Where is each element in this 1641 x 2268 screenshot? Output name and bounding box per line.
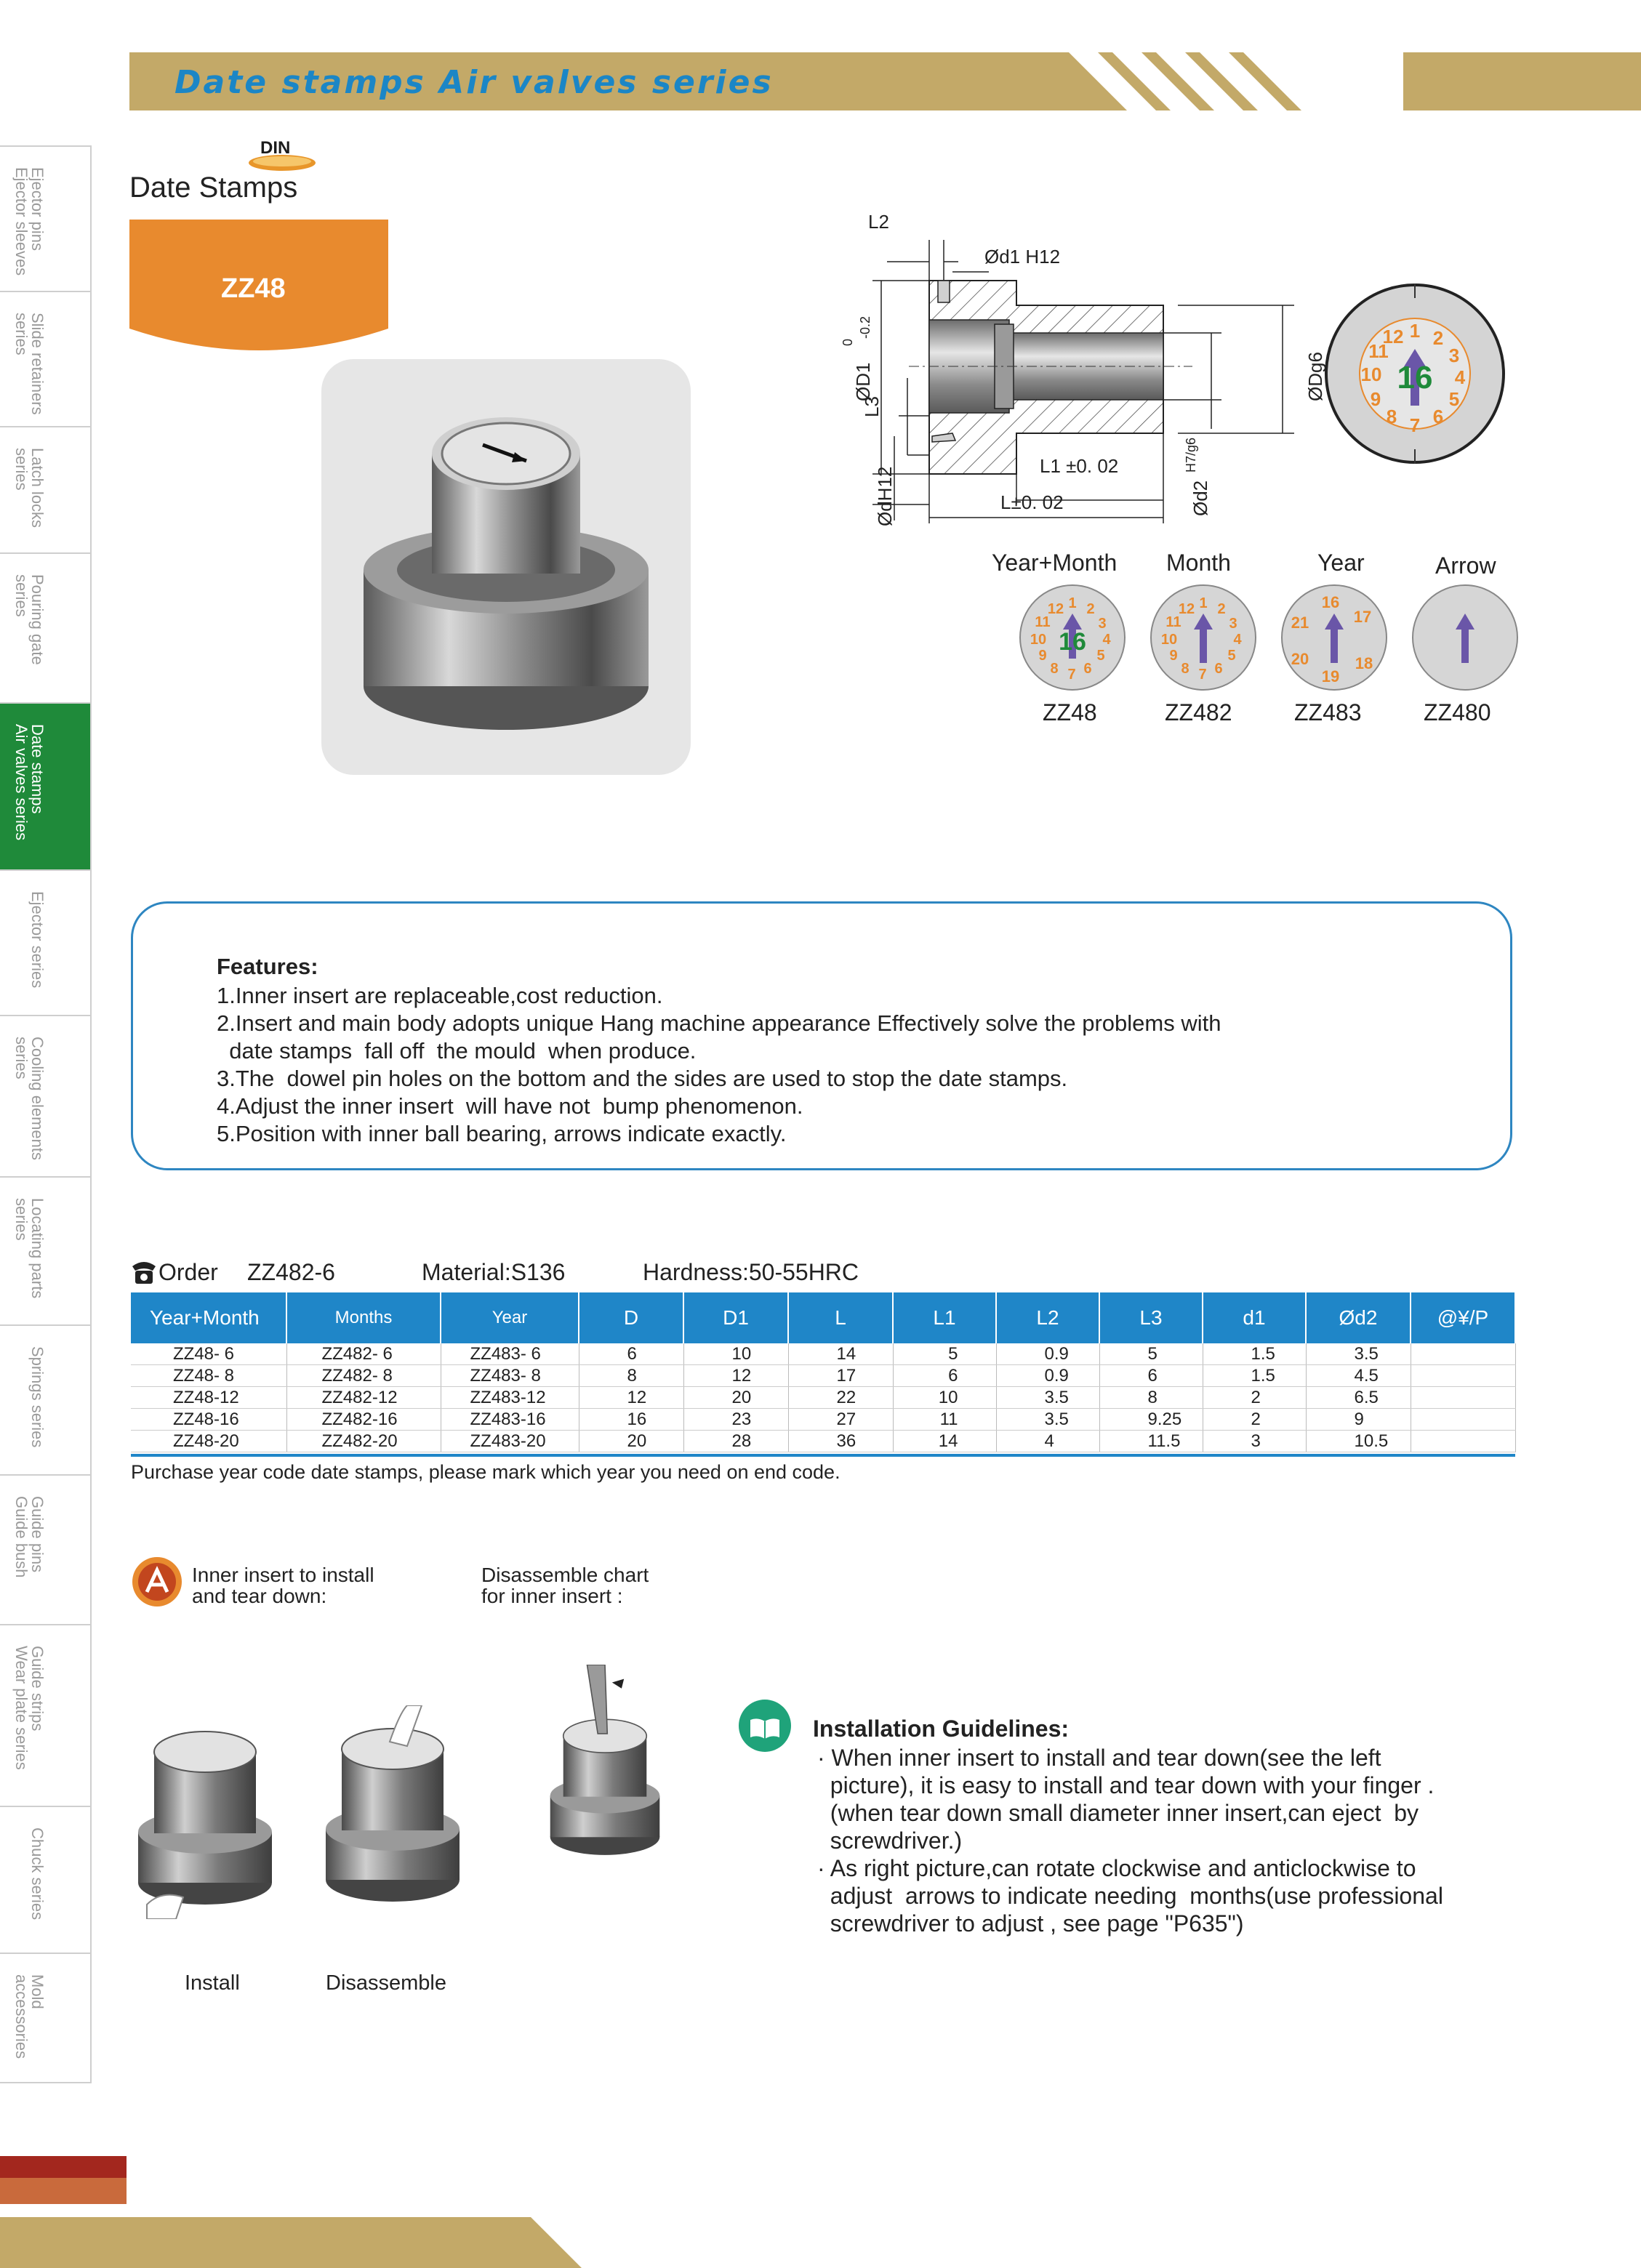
sidebar-item-cooling-elements[interactable] <box>0 1015 92 1176</box>
table-header: D <box>579 1292 683 1343</box>
svg-text:10: 10 <box>1160 632 1178 648</box>
table-cell: ZZ48- 8 <box>131 1365 286 1387</box>
header-title: Date stamps Air valves series <box>174 64 774 101</box>
table-header: Ød2 <box>1306 1292 1411 1343</box>
table-cell: 20 <box>683 1387 788 1409</box>
table-cell: 8 <box>579 1365 683 1387</box>
dim-L1: L1 ±0. 02 <box>1040 455 1119 477</box>
order-hardness: Hardness:50-55HRC <box>643 1259 859 1285</box>
spec-table <box>131 1292 1516 1452</box>
guideline-line: (when tear down small diameter inner insert,can eject by <box>817 1800 1419 1826</box>
table-cell: 1.5 <box>1203 1343 1306 1365</box>
svg-text:7: 7 <box>1409 414 1421 436</box>
table-header: L3 <box>1099 1292 1203 1343</box>
table-cell: ZZ482-16 <box>286 1409 441 1431</box>
variant-label: Year+Month <box>992 550 1118 576</box>
table-cell: ZZ483- 8 <box>441 1365 579 1387</box>
feature-line: date stamps fall off the mould when produce. <box>217 1038 697 1063</box>
variant-code: ZZ48 <box>1043 699 1097 725</box>
footer-red-bar <box>0 2156 127 2178</box>
svg-text:6: 6 <box>1214 661 1223 677</box>
svg-text:9: 9 <box>1169 648 1178 664</box>
table-cell: 0.9 <box>996 1343 1099 1365</box>
svg-text:10: 10 <box>1030 632 1047 648</box>
table-cell: ZZ483-12 <box>441 1387 579 1409</box>
sidebar-item-label: Locating parts series <box>12 1198 47 1299</box>
sidebar-item-ejector-pins[interactable] <box>0 145 92 291</box>
table-header: Year <box>441 1292 579 1343</box>
table-cell: 3.5 <box>996 1409 1099 1431</box>
order-material: Material:S136 <box>422 1259 566 1285</box>
sidebar-item-slide-retainers[interactable] <box>0 291 92 426</box>
table-cell <box>1411 1387 1515 1409</box>
feature-line: 4.Adjust the inner insert will have not bump phenomenon. <box>217 1093 803 1119</box>
sidebar-item-guide-strips[interactable] <box>0 1624 92 1806</box>
svg-text:12: 12 <box>1047 601 1064 617</box>
dial-center-digits: 16 <box>1059 628 1086 656</box>
variant-code: ZZ480 <box>1424 699 1491 725</box>
svg-text:7: 7 <box>1067 667 1076 683</box>
table-row <box>131 1365 1515 1387</box>
feature-line: 1.Inner insert are replaceable,cost reduction. <box>217 983 663 1008</box>
svg-text:1: 1 <box>1068 595 1077 611</box>
sidebar-item-label: Mold accessories <box>12 1974 47 2059</box>
feature-line: 3.The dowel pin holes on the bottom and the sides are used to stop the date stamps. <box>217 1066 1068 1091</box>
svg-text:8: 8 <box>1050 661 1059 677</box>
dim-d2: Ød2 <box>1189 480 1211 516</box>
variant-label: Arrow <box>1435 552 1496 579</box>
svg-text:11: 11 <box>1035 614 1051 630</box>
svg-text:2: 2 <box>1217 601 1226 617</box>
table-cell: 14 <box>788 1343 893 1365</box>
table-cell: 23 <box>683 1409 788 1431</box>
table-header: Months <box>286 1292 441 1343</box>
svg-text:19: 19 <box>1321 667 1340 685</box>
table-cell: ZZ483-20 <box>441 1431 579 1452</box>
features-title: Features: <box>217 954 318 979</box>
table-cell: 12 <box>579 1387 683 1409</box>
table-cell: 10.5 <box>1306 1431 1411 1452</box>
table-cell <box>1411 1365 1515 1387</box>
front-view-digits: 16 <box>1397 360 1433 395</box>
dim-dH12: ØdH12 <box>874 466 896 526</box>
dim-D1: ØD1 <box>852 362 874 401</box>
table-cell: 22 <box>788 1387 893 1409</box>
table-header: Year+Month <box>131 1292 286 1343</box>
footer-gold-bar <box>0 2217 582 2268</box>
install-title: Inner insert to install and tear down: <box>192 1564 374 1607</box>
dim-D1-tol-upper: 0 <box>840 338 855 346</box>
svg-text:21: 21 <box>1291 614 1309 632</box>
table-cell: ZZ48-16 <box>131 1409 286 1431</box>
table-cell: ZZ482-20 <box>286 1431 441 1452</box>
svg-text:18: 18 <box>1355 654 1373 672</box>
order-example: ZZ482-6 <box>247 1259 335 1285</box>
product-photo-frame <box>321 359 691 775</box>
sidebar-item-ejector-series[interactable] <box>0 869 92 1015</box>
svg-text:4: 4 <box>1454 366 1466 388</box>
dim-L3: L3 <box>861 396 883 417</box>
svg-text:20: 20 <box>1291 650 1309 668</box>
table-cell: 3.5 <box>1306 1343 1411 1365</box>
svg-text:12: 12 <box>1178 601 1195 617</box>
sidebar-item-locating-parts[interactable] <box>0 1176 92 1324</box>
sidebar-item-label: Guide pins Guide bush <box>12 1496 47 1578</box>
order-label: Order <box>159 1259 218 1285</box>
purchase-note: Purchase year code date stamps, please mark which year you need on end code. <box>131 1461 840 1483</box>
svg-text:6: 6 <box>1083 661 1092 677</box>
svg-text:1: 1 <box>1199 595 1208 611</box>
table-row <box>131 1387 1515 1409</box>
banner-stripes <box>1069 52 1403 110</box>
table-header-row <box>131 1292 1515 1343</box>
footer-orange-bar <box>0 2178 127 2204</box>
table-cell: 20 <box>579 1431 683 1452</box>
sidebar-item-springs[interactable] <box>0 1324 92 1474</box>
svg-text:4: 4 <box>1233 632 1242 648</box>
table-cell: 1.5 <box>1203 1365 1306 1387</box>
svg-text:9: 9 <box>1370 388 1381 410</box>
svg-text:4: 4 <box>1102 632 1111 648</box>
table-cell: 3.5 <box>996 1387 1099 1409</box>
sidebar-item-label: Springs series <box>28 1346 47 1448</box>
table-cell: 28 <box>683 1431 788 1452</box>
book-icon <box>737 1698 793 1753</box>
svg-text:1: 1 <box>1409 320 1421 342</box>
table-cell: 11 <box>893 1409 996 1431</box>
table-cell: 0.9 <box>996 1365 1099 1387</box>
svg-text:16: 16 <box>1321 593 1340 611</box>
svg-text:10: 10 <box>1360 363 1382 385</box>
sidebar-item-label: Chuck series <box>28 1827 47 1921</box>
disassemble-caption: Disassemble <box>326 1971 446 1995</box>
table-cell: 27 <box>788 1409 893 1431</box>
table-cell: 9 <box>1306 1409 1411 1431</box>
table-cell: ZZ482- 8 <box>286 1365 441 1387</box>
phone-icon <box>129 1259 159 1285</box>
dim-L2: L2 <box>868 211 889 233</box>
sidebar-item-mold-accessories[interactable] <box>0 1953 92 2083</box>
svg-text:11: 11 <box>1368 340 1389 362</box>
table-cell: 2 <box>1203 1387 1306 1409</box>
sidebar-item-label: Pouring gate series <box>12 574 47 665</box>
guideline-line: picture), it is easy to install and tear down with your finger . <box>817 1772 1435 1798</box>
table-cell: 12 <box>683 1365 788 1387</box>
guideline-line: · When inner insert to install and tear down(see the left <box>817 1745 1381 1771</box>
dim-d1: Ød1 H12 <box>984 246 1061 268</box>
table-cell: ZZ48-12 <box>131 1387 286 1409</box>
table-cell: ZZ482-12 <box>286 1387 441 1409</box>
variant-label: Year <box>1317 550 1365 576</box>
table-cell: 5 <box>893 1343 996 1365</box>
install-figure <box>132 1723 278 1919</box>
install-badge-icon <box>131 1556 183 1608</box>
table-cell: ZZ482- 6 <box>286 1343 441 1365</box>
sidebar-item-label: Ejector series <box>28 891 47 989</box>
install-caption: Install <box>185 1971 240 1995</box>
variant-code: ZZ482 <box>1165 699 1232 725</box>
table-cell: 9.25 <box>1099 1409 1203 1431</box>
dim-Dg6: ØDg6 <box>1304 352 1326 401</box>
svg-text:17: 17 <box>1353 608 1372 626</box>
table-cell: 8 <box>1099 1387 1203 1409</box>
feature-line: 2.Insert and main body adopts unique Hang machine appearance Effectively solve the problems with <box>217 1010 1221 1036</box>
variant-label: Month <box>1166 550 1231 576</box>
svg-text:6: 6 <box>1432 406 1444 427</box>
table-cell: 3 <box>1203 1431 1306 1452</box>
table-cell: ZZ48-20 <box>131 1431 286 1452</box>
table-cell <box>1411 1409 1515 1431</box>
table-cell: 10 <box>893 1387 996 1409</box>
table-cell <box>1411 1431 1515 1452</box>
table-cell: 36 <box>788 1431 893 1452</box>
table-cell: 17 <box>788 1365 893 1387</box>
svg-text:2: 2 <box>1086 601 1095 617</box>
dim-D1-tol-lower: -0.2 <box>858 315 872 339</box>
dial-month <box>1149 583 1258 692</box>
guideline-line: adjust arrows to indicate needing months(use professional <box>817 1883 1443 1909</box>
table-header: L <box>788 1292 893 1343</box>
guideline-line: · As right picture,can rotate clockwise and anticlockwise to <box>817 1855 1416 1881</box>
svg-text:8: 8 <box>1386 406 1397 427</box>
table-cell: 6 <box>1099 1365 1203 1387</box>
guideline-line: screwdriver to adjust , see page "P635") <box>817 1910 1244 1937</box>
table-row <box>131 1431 1515 1452</box>
sidebar-item-label: Ejector pins Ejector sleeves <box>12 167 47 276</box>
sidebar-item-chuck[interactable] <box>0 1806 92 1953</box>
screwdriver-figure <box>532 1665 678 1861</box>
guidelines-title: Installation Guidelines: <box>813 1716 1070 1742</box>
svg-text:11: 11 <box>1165 614 1181 630</box>
table-cell: ZZ483- 6 <box>441 1343 579 1365</box>
svg-text:7: 7 <box>1198 667 1207 683</box>
table-cell: 11.5 <box>1099 1431 1203 1452</box>
table-cell: 4 <box>996 1431 1099 1452</box>
table-header: d1 <box>1203 1292 1306 1343</box>
table-cell: 16 <box>579 1409 683 1431</box>
svg-text:5: 5 <box>1227 648 1236 664</box>
sidebar <box>0 145 93 2072</box>
table-header: D1 <box>683 1292 788 1343</box>
table-cell <box>1411 1343 1515 1365</box>
sidebar-item-date-stamps[interactable] <box>0 702 92 869</box>
sidebar-item-label: Latch locks series <box>12 448 47 528</box>
svg-text:3: 3 <box>1448 345 1460 366</box>
table-cell: 2 <box>1203 1409 1306 1431</box>
variant-code: ZZ483 <box>1294 699 1362 725</box>
product-photo <box>321 359 691 775</box>
table-cell: 5 <box>1099 1343 1203 1365</box>
table-row <box>131 1409 1515 1431</box>
guideline-line: screwdriver.) <box>817 1827 963 1854</box>
feature-line: 5.Position with inner ball bearing, arrows indicate exactly. <box>217 1121 787 1146</box>
svg-text:2: 2 <box>1432 327 1444 349</box>
dial-arrow <box>1411 583 1520 692</box>
dim-d2-tol: H7/g6 <box>1184 437 1198 472</box>
table-header: @¥/P <box>1411 1292 1515 1343</box>
svg-text:5: 5 <box>1096 648 1105 664</box>
svg-text:8: 8 <box>1181 661 1189 677</box>
table-header: L1 <box>893 1292 996 1343</box>
sidebar-item-label: Cooling elements series <box>12 1037 47 1160</box>
table-header: L2 <box>996 1292 1099 1343</box>
product-code: ZZ48 <box>221 273 286 304</box>
table-cell: 10 <box>683 1343 788 1365</box>
dial-year-month <box>1018 583 1127 692</box>
svg-text:3: 3 <box>1229 616 1237 632</box>
table-row <box>131 1343 1515 1365</box>
table-cell: 6.5 <box>1306 1387 1411 1409</box>
sidebar-item-pouring-gate[interactable] <box>0 552 92 702</box>
page-title: Date Stamps <box>129 172 298 204</box>
sidebar-item-label: Date stamps Air valves series <box>12 724 47 841</box>
disassemble-title: Disassemble chart for inner insert : <box>481 1564 649 1607</box>
table-cell: 4.5 <box>1306 1365 1411 1387</box>
table-cell: 14 <box>893 1431 996 1452</box>
sidebar-item-latch-locks[interactable] <box>0 426 92 552</box>
svg-text:12: 12 <box>1382 326 1404 347</box>
front-view-dial <box>1323 282 1506 465</box>
table-cell: 6 <box>579 1343 683 1365</box>
dial-year <box>1280 583 1389 692</box>
dim-L: L±0. 02 <box>1000 491 1064 513</box>
sidebar-item-label: Slide retainers series <box>12 313 47 415</box>
svg-text:5: 5 <box>1448 388 1460 410</box>
sidebar-item-label: Guide strips Wear plate series <box>12 1646 47 1770</box>
sidebar-item-guide-pins[interactable] <box>0 1474 92 1624</box>
table-cell: ZZ48- 6 <box>131 1343 286 1365</box>
din-badge-label: DIN <box>260 138 291 158</box>
table-cell: ZZ483-16 <box>441 1409 579 1431</box>
disassemble-figure <box>320 1705 465 1902</box>
svg-text:3: 3 <box>1098 616 1107 632</box>
table-cell: 6 <box>893 1365 996 1387</box>
svg-text:9: 9 <box>1038 648 1047 664</box>
